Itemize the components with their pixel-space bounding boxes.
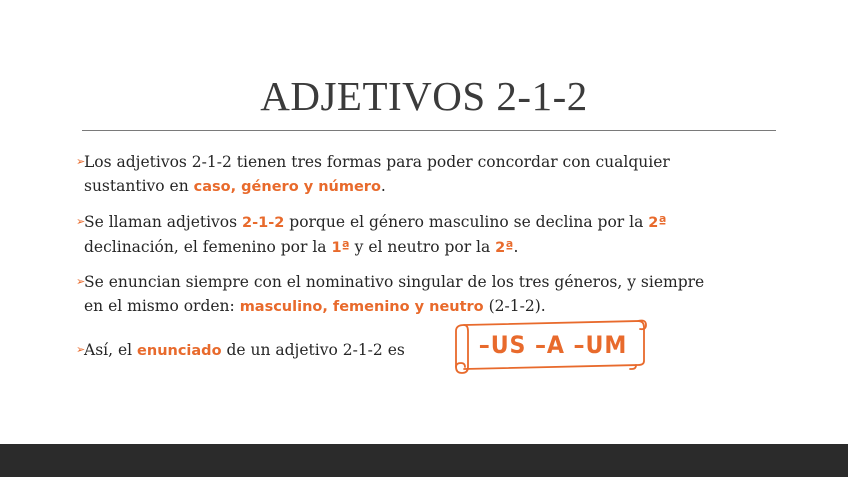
scroll-banner-text: –US –A –UM (478, 331, 628, 359)
bullet-item (76, 338, 405, 363)
bullet-text: Los adjetivos 2-1-2 tienen tres formas para poder concordar con cualquier (84, 153, 670, 171)
bullet-highlight: 1ª (331, 240, 350, 256)
arrow-bullet-icon: ➢ (76, 343, 86, 356)
bullet-text: en el mismo orden: (84, 297, 240, 315)
bullet-highlight: enunciado (137, 343, 222, 359)
bullet-text: Así, el (84, 341, 138, 359)
bullet-text: y el neutro por la (349, 238, 496, 256)
bullet-text: de un adjetivo 2-1-2 es (221, 341, 405, 359)
bullet-text: declinación, el femenino por la (84, 238, 332, 256)
bullet-highlight: 2-1-2 (242, 215, 285, 231)
arrow-bullet-icon: ➢ (76, 215, 86, 228)
bullet-text: porque el género masculino se declina por la (284, 213, 649, 231)
bullet-item (76, 210, 667, 260)
bullet-text: . (513, 238, 519, 256)
bullet-text: (2-1-2). (483, 297, 546, 315)
bullet-item (76, 150, 670, 199)
bullet-highlight: 2ª (495, 240, 514, 256)
bullet-item (76, 270, 704, 319)
slide-title: ADJETIVOS 2-1-2 (260, 73, 588, 119)
arrow-bullet-icon: ➢ (76, 275, 86, 288)
title-divider (82, 130, 776, 131)
bullet-highlight: masculino, femenino y neutro (239, 299, 484, 315)
bullet-text: Se llaman adjetivos (84, 213, 243, 231)
bullet-text: sustantivo en (84, 177, 194, 195)
arrow-bullet-icon: ➢ (76, 155, 86, 168)
bullet-text: . (380, 177, 386, 195)
bullet-text: Se enuncian siempre con el nominativo singular de los tres géneros, y siempre (84, 273, 705, 291)
bullet-highlight: 2ª (648, 215, 667, 231)
footer-bar (0, 444, 848, 477)
bullet-highlight: caso, género y número (193, 179, 381, 195)
